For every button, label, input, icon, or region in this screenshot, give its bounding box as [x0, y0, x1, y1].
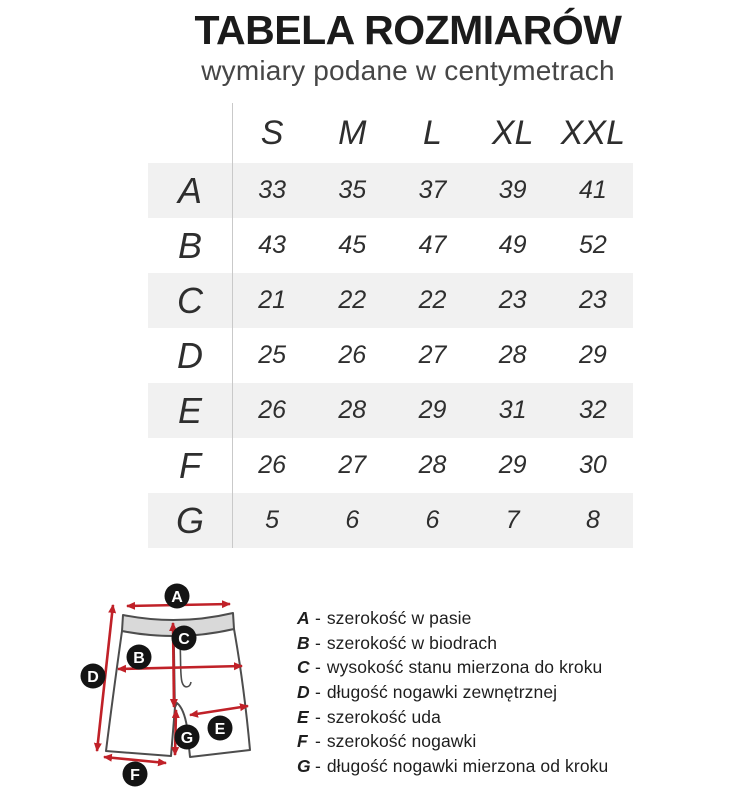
table-row-f	[148, 438, 633, 493]
legend-key: B	[297, 632, 310, 653]
legend-label: szerokość uda	[326, 706, 441, 727]
cell-value: 26	[258, 396, 286, 424]
badge-b	[127, 645, 152, 670]
badge-letter-a: A	[171, 589, 183, 606]
table-row-d	[148, 328, 633, 383]
column-header-s: S	[260, 113, 284, 152]
legend-item-c	[297, 655, 608, 680]
legend-key: C	[297, 657, 310, 678]
cell-value: 45	[338, 231, 367, 259]
badge-d	[81, 664, 106, 689]
cell-value: 33	[258, 176, 286, 204]
table-row-a	[148, 163, 633, 218]
cell-value: 25	[258, 341, 286, 369]
corner-cell	[148, 103, 232, 163]
cell-value: 22	[418, 286, 447, 314]
cell-value: 30	[578, 451, 607, 479]
legend-item-d	[297, 680, 608, 705]
legend-label: wysokość stanu mierzona do kroku	[326, 657, 603, 678]
cell-value: 43	[258, 231, 286, 259]
column-header-m: M	[338, 113, 367, 152]
legend-item-a	[297, 606, 608, 631]
legend-separator: -	[315, 632, 321, 653]
cell-value: 29	[498, 451, 527, 479]
legend-key: G	[297, 755, 311, 776]
row-label: A	[177, 169, 202, 211]
cell-value: 31	[498, 396, 527, 424]
cell-value: 23	[498, 286, 527, 314]
cell-value: 27	[418, 341, 447, 369]
cell-value: 49	[498, 231, 527, 259]
cell-value: 21	[258, 286, 286, 314]
cell-value: 37	[418, 176, 447, 204]
legend-key: E	[297, 706, 309, 727]
cell-value: 32	[578, 396, 607, 424]
shorts-measurement-diagram	[70, 580, 305, 796]
table-divider-line	[232, 103, 233, 548]
column-header-xxl: XXL	[560, 113, 626, 152]
legend-separator: -	[315, 657, 321, 678]
row-label: C	[177, 279, 203, 321]
cell-value: 28	[418, 451, 447, 479]
legend-separator: -	[315, 755, 321, 776]
badge-letter-e: E	[214, 721, 226, 738]
table-row-g	[148, 493, 633, 548]
legend-label: długość nogawki mierzona od kroku	[326, 755, 609, 776]
measurement-legend	[297, 606, 608, 779]
row-label: G	[175, 499, 204, 541]
cell-value: 28	[498, 341, 527, 369]
badge-letter-g: G	[180, 730, 194, 747]
badge-e	[208, 716, 233, 741]
header	[31, 7, 754, 86]
cell-value: 5	[265, 506, 280, 534]
legend-label: szerokość nogawki	[326, 731, 477, 752]
row-label: B	[177, 224, 202, 266]
legend-label: szerokość w pasie	[326, 607, 472, 628]
legend-item-b	[297, 631, 608, 656]
legend-key: D	[297, 681, 310, 702]
cell-value: 7	[505, 506, 520, 534]
legend-item-e	[297, 705, 608, 730]
row-label: F	[179, 444, 201, 486]
cell-value: 22	[338, 286, 367, 314]
cell-value: 52	[578, 231, 607, 259]
size-table-header-row	[148, 103, 633, 163]
row-label: E	[177, 389, 202, 431]
cell-value: 28	[338, 396, 367, 424]
cell-value: 29	[418, 396, 447, 424]
legend-item-g	[297, 754, 608, 779]
page-subtitle: wymiary podane w centymetrach	[201, 55, 615, 86]
legend-separator: -	[315, 607, 321, 628]
table-row-b	[148, 218, 633, 273]
badge-letter-f: F	[130, 767, 140, 784]
badge-letter-d: D	[87, 669, 99, 686]
legend-separator: -	[315, 706, 321, 727]
cell-value: 8	[585, 506, 600, 534]
cell-value: 29	[578, 341, 607, 369]
badge-g	[175, 725, 200, 750]
cell-value: 27	[338, 451, 367, 479]
badge-a	[165, 584, 190, 609]
legend-key: A	[297, 607, 310, 628]
page-title: TABELA ROZMIARÓW	[194, 7, 622, 53]
cell-value: 26	[258, 451, 286, 479]
badge-f	[123, 762, 148, 787]
cell-value: 35	[338, 176, 367, 204]
table-row-e	[148, 383, 633, 438]
cell-value: 26	[338, 341, 367, 369]
column-header-xl: XL	[491, 113, 534, 152]
cell-value: 39	[498, 176, 527, 204]
badge-letter-c: C	[178, 631, 190, 648]
table-row-c	[148, 273, 633, 328]
size-table	[148, 103, 633, 548]
badge-c	[172, 626, 197, 651]
row-label: D	[177, 334, 203, 376]
legend-label: szerokość w biodrach	[326, 632, 498, 653]
cell-value: 41	[578, 176, 607, 204]
legend-separator: -	[315, 731, 321, 752]
cell-value: 23	[578, 286, 607, 314]
legend-separator: -	[315, 681, 321, 702]
legend-key: F	[297, 731, 308, 752]
legend-item-f	[297, 729, 608, 754]
cell-value: 6	[425, 506, 440, 534]
badge-letter-b: B	[133, 650, 145, 667]
cell-value: 6	[345, 506, 360, 534]
column-header-l: L	[423, 113, 442, 152]
cell-value: 47	[418, 231, 447, 259]
legend-label: długość nogawki zewnętrznej	[326, 681, 558, 702]
